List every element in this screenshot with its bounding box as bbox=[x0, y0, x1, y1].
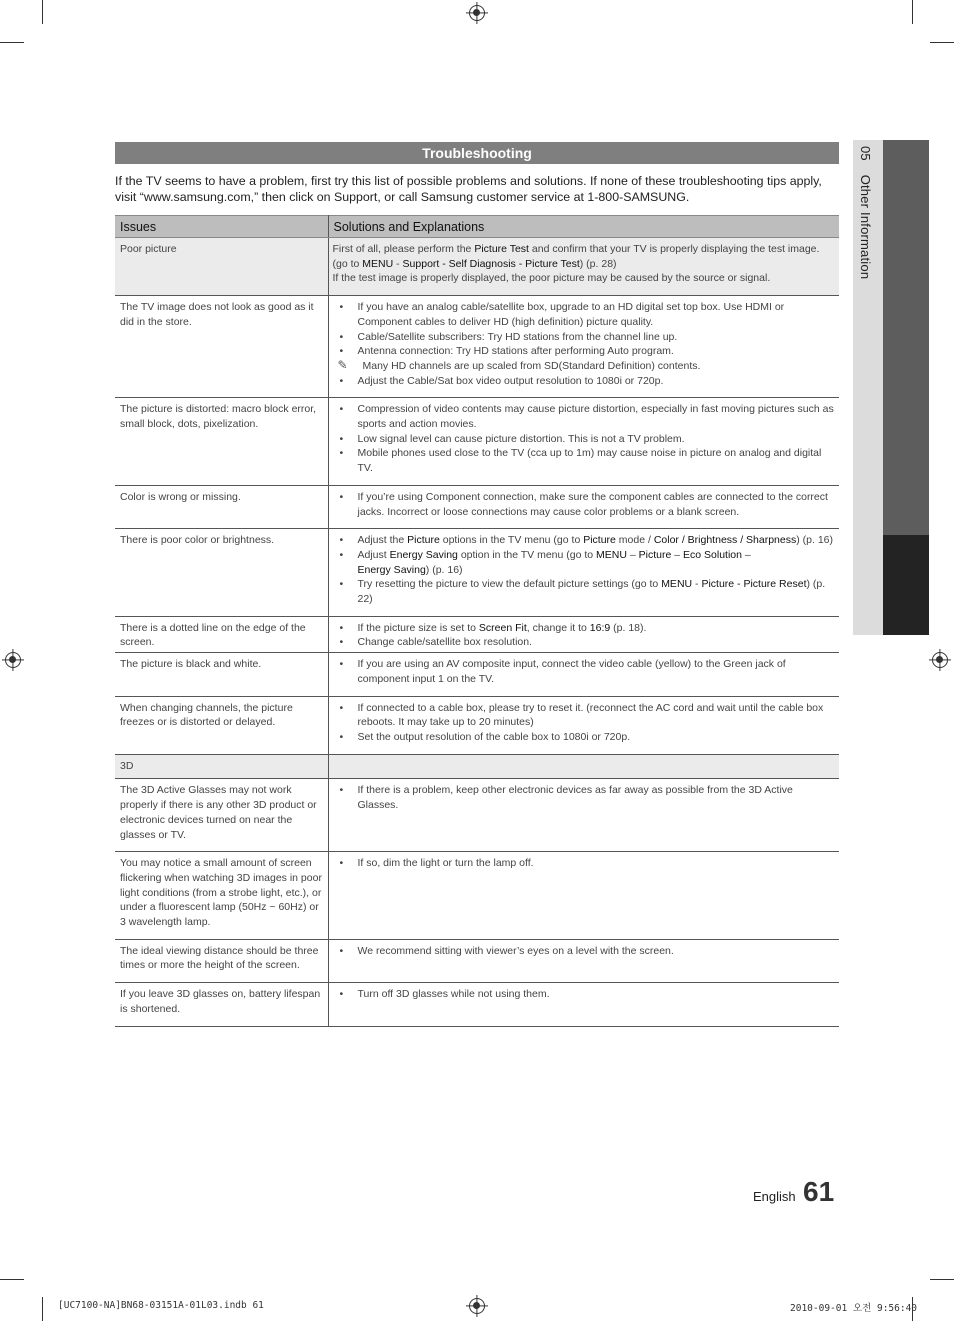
table-row bbox=[115, 653, 839, 696]
solution-cell bbox=[328, 398, 839, 486]
text: – bbox=[671, 548, 684, 561]
list-item: • We recommend sitting with viewer’s eyes on a level with the screen. bbox=[333, 944, 835, 959]
text: ) (p. 16) bbox=[796, 534, 833, 547]
list-item bbox=[333, 533, 835, 548]
table-row bbox=[115, 238, 839, 296]
issue-cell: If you leave 3D glasses on, battery lifespan is shortened. bbox=[115, 983, 328, 1026]
solution-list bbox=[333, 490, 835, 519]
crop-mark bbox=[0, 42, 24, 43]
chapter-tab-dark bbox=[883, 140, 929, 535]
crop-mark bbox=[42, 0, 43, 24]
table-row bbox=[115, 779, 839, 852]
note-text: Many HD channels are up scaled from SD(Standard Definition) contents. bbox=[362, 359, 701, 372]
list-item: • If you’re using Component connection, make sure the component cables are connected to the correct jacks. Incorrect or loose connections may cause color problems or a blank screen. bbox=[333, 490, 835, 519]
solution-list bbox=[333, 657, 835, 686]
menu-term: Energy Saving bbox=[389, 548, 458, 561]
text: mode / bbox=[615, 534, 654, 547]
issue-cell: You may notice a small amount of screen flickering when watching 3D images in poor light conditions (from a strobe light, etc.), or under a fluorescent lamp (50Hz ~ 60Hz) or 3 wavelength lamp. bbox=[115, 852, 328, 940]
crop-mark bbox=[0, 1279, 24, 1280]
table-row bbox=[115, 852, 839, 940]
print-slug-file: [UC7100-NA]BN68-03151A-01L03.indb 61 bbox=[58, 1300, 264, 1311]
menu-term: MENU bbox=[362, 257, 394, 270]
text: If the picture size is set to bbox=[357, 621, 479, 634]
list-item: • Turn off 3D glasses while not using them. bbox=[333, 987, 835, 1002]
list-item bbox=[333, 577, 835, 606]
issue-cell: There is a dotted line on the edge of the screen. bbox=[115, 616, 328, 652]
chapter-label bbox=[858, 146, 873, 279]
chapter-title: Other Information bbox=[858, 174, 873, 280]
registration-mark-icon bbox=[469, 5, 485, 21]
solution-cell bbox=[328, 939, 839, 982]
text: Try resetting the picture to view the default picture settings (go to bbox=[357, 578, 662, 591]
solution-cell bbox=[328, 296, 839, 398]
crop-mark bbox=[930, 1279, 954, 1280]
menu-term: Energy Saving bbox=[357, 563, 426, 576]
text: – bbox=[626, 548, 639, 561]
issue-cell: The picture is black and white. bbox=[115, 653, 328, 696]
subheader-cell: 3D bbox=[115, 754, 328, 779]
page-number: 61 bbox=[803, 1176, 835, 1207]
text: – bbox=[742, 548, 751, 561]
menu-term: Picture - Picture Reset bbox=[701, 578, 807, 591]
list-item: • Mobile phones used close to the TV (cca up to 1m) may cause noise in picture on analog and digital TV. bbox=[333, 446, 835, 475]
text: ) (p. 22) bbox=[357, 578, 826, 606]
menu-term: 16:9 bbox=[589, 621, 611, 634]
table-header-row bbox=[115, 216, 839, 238]
troubleshooting-table bbox=[115, 215, 839, 1027]
note bbox=[333, 359, 835, 374]
issue-cell: There is poor color or brightness. bbox=[115, 529, 328, 617]
text: (p. 18). bbox=[610, 621, 647, 634]
text: - bbox=[692, 578, 702, 591]
table-row bbox=[115, 398, 839, 486]
solution-cell bbox=[328, 616, 839, 652]
table-row bbox=[115, 983, 839, 1026]
issue-cell: Poor picture bbox=[115, 238, 328, 296]
note-pencil-icon: ✎ bbox=[337, 357, 348, 372]
menu-term: Picture bbox=[583, 534, 616, 547]
issue-cell: The 3D Active Glasses may not work properly if there is any other 3D product or electronic devices turned on near the glasses or TV. bbox=[115, 779, 328, 852]
column-header-solutions: Solutions and Explanations bbox=[328, 216, 839, 238]
table-row bbox=[115, 939, 839, 982]
table-subheader-row bbox=[115, 754, 839, 779]
empty-cell bbox=[328, 754, 839, 779]
list-item: • If you have an analog cable/satellite box, upgrade to an HD digital set top box. Use HDMI or Component cables to deliver HD (high definition) picture quality. bbox=[333, 300, 835, 329]
chapter-tab-marker bbox=[883, 535, 929, 635]
intro-paragraph: If the TV seems to have a problem, first try this list of possible problems and solutions. If none of these troubleshooting tips apply, visit “www.samsung.com,” then click on Support, or call Samsung customer service at 1-800-SAMSUNG. bbox=[115, 174, 822, 204]
column-header-issues: Issues bbox=[115, 216, 328, 238]
crop-mark bbox=[42, 1297, 43, 1321]
text: If the test image is properly displayed, the poor picture may be caused by the source or signal. bbox=[332, 272, 771, 285]
footer-language: English bbox=[753, 1189, 796, 1204]
text: , change it to bbox=[526, 621, 590, 634]
registration-mark-icon bbox=[469, 1298, 485, 1314]
text: Adjust the bbox=[357, 534, 408, 547]
text: First of all, please perform the bbox=[332, 243, 475, 255]
solution-list bbox=[333, 533, 835, 607]
solution-cell bbox=[328, 696, 839, 754]
print-slug-date: 2010-09-01 오전 9:56:40 bbox=[790, 1303, 918, 1314]
solution-cell bbox=[328, 983, 839, 1026]
list-item bbox=[333, 548, 835, 577]
list-item: • Adjust the Cable/Sat box video output resolution to 1080i or 720p. bbox=[333, 374, 835, 389]
solution-cell bbox=[328, 238, 839, 296]
list-item: • Low signal level can cause picture distortion. This is not a TV problem. bbox=[333, 432, 835, 447]
list-item: • Cable/Satellite subscribers: Try HD stations from the channel line up. bbox=[333, 330, 835, 345]
menu-term: Picture bbox=[407, 534, 440, 547]
list-item bbox=[333, 621, 835, 636]
solution-cell bbox=[328, 529, 839, 617]
text: options in the TV menu (go to bbox=[439, 534, 584, 547]
solution-cell bbox=[328, 852, 839, 940]
list-item: • If connected to a cable box, please try to reset it. (reconnect the AC cord and wait until the cable box reboots. It may take up to 20 minutes) bbox=[333, 701, 835, 730]
solution-list bbox=[333, 856, 835, 871]
solution-list bbox=[333, 621, 835, 650]
table-row bbox=[115, 529, 839, 617]
menu-term: Screen Fit bbox=[478, 621, 527, 634]
solution-list bbox=[333, 374, 835, 389]
table-row bbox=[115, 296, 839, 398]
text: Adjust bbox=[357, 548, 390, 561]
solution-list bbox=[333, 300, 835, 359]
text: ) (p. 16) bbox=[425, 563, 463, 576]
issue-cell: When changing channels, the picture freezes or is distorted or delayed. bbox=[115, 696, 328, 754]
menu-term: Support - Self Diagnosis - Picture Test bbox=[402, 257, 580, 270]
solution-list bbox=[333, 944, 835, 959]
solution-list bbox=[333, 987, 835, 1002]
section-title: Troubleshooting bbox=[115, 142, 839, 164]
issue-cell: The picture is distorted: macro block error, small block, dots, pixelization. bbox=[115, 398, 328, 486]
text: - bbox=[393, 257, 403, 270]
list-item: • If there is a problem, keep other electronic devices as far away as possible from the 3D Active Glasses. bbox=[333, 783, 835, 812]
registration-mark-icon bbox=[5, 652, 21, 668]
list-item: • Set the output resolution of the cable box to 1080i or 720p. bbox=[333, 730, 835, 745]
crop-mark bbox=[912, 0, 913, 24]
solution-cell bbox=[328, 485, 839, 528]
solution-list bbox=[333, 701, 835, 745]
text: and confirm that your TV is properly displaying the test image. (go to bbox=[332, 243, 820, 270]
menu-term: Color / Brightness / Sharpness bbox=[653, 534, 797, 547]
list-item: • Antenna connection: Try HD stations after performing Auto program. bbox=[333, 344, 835, 359]
list-item: • Change cable/satellite box resolution. bbox=[333, 635, 835, 650]
solution-list bbox=[333, 402, 835, 476]
menu-term: MENU bbox=[661, 578, 693, 591]
chapter-number: 05 bbox=[858, 146, 873, 161]
menu-term: Picture Test bbox=[474, 243, 529, 255]
text: option in the TV menu (go to bbox=[457, 548, 597, 561]
table-row bbox=[115, 696, 839, 754]
solution-cell bbox=[328, 653, 839, 696]
issue-cell: Color is wrong or missing. bbox=[115, 485, 328, 528]
solution-cell bbox=[328, 779, 839, 852]
text: ) (p. 28) bbox=[579, 257, 617, 270]
issue-cell: The ideal viewing distance should be three times or more the height of the screen. bbox=[115, 939, 328, 982]
menu-term: Picture bbox=[638, 548, 672, 561]
table-row bbox=[115, 616, 839, 652]
crop-mark bbox=[930, 42, 954, 43]
menu-term: MENU bbox=[596, 548, 627, 561]
table-row bbox=[115, 485, 839, 528]
list-item: • If you are using an AV composite input, connect the video cable (yellow) to the Green jack of component input 1 on the TV. bbox=[333, 657, 835, 686]
issue-cell: The TV image does not look as good as it did in the store. bbox=[115, 296, 328, 398]
solution-list bbox=[333, 783, 835, 812]
list-item: • If so, dim the light or turn the lamp off. bbox=[333, 856, 835, 871]
list-item: • Compression of video contents may cause picture distortion, especially in fast moving pictures such as sports and action movies. bbox=[333, 402, 835, 431]
menu-term: Eco Solution bbox=[683, 548, 742, 561]
registration-mark-icon bbox=[932, 652, 948, 668]
